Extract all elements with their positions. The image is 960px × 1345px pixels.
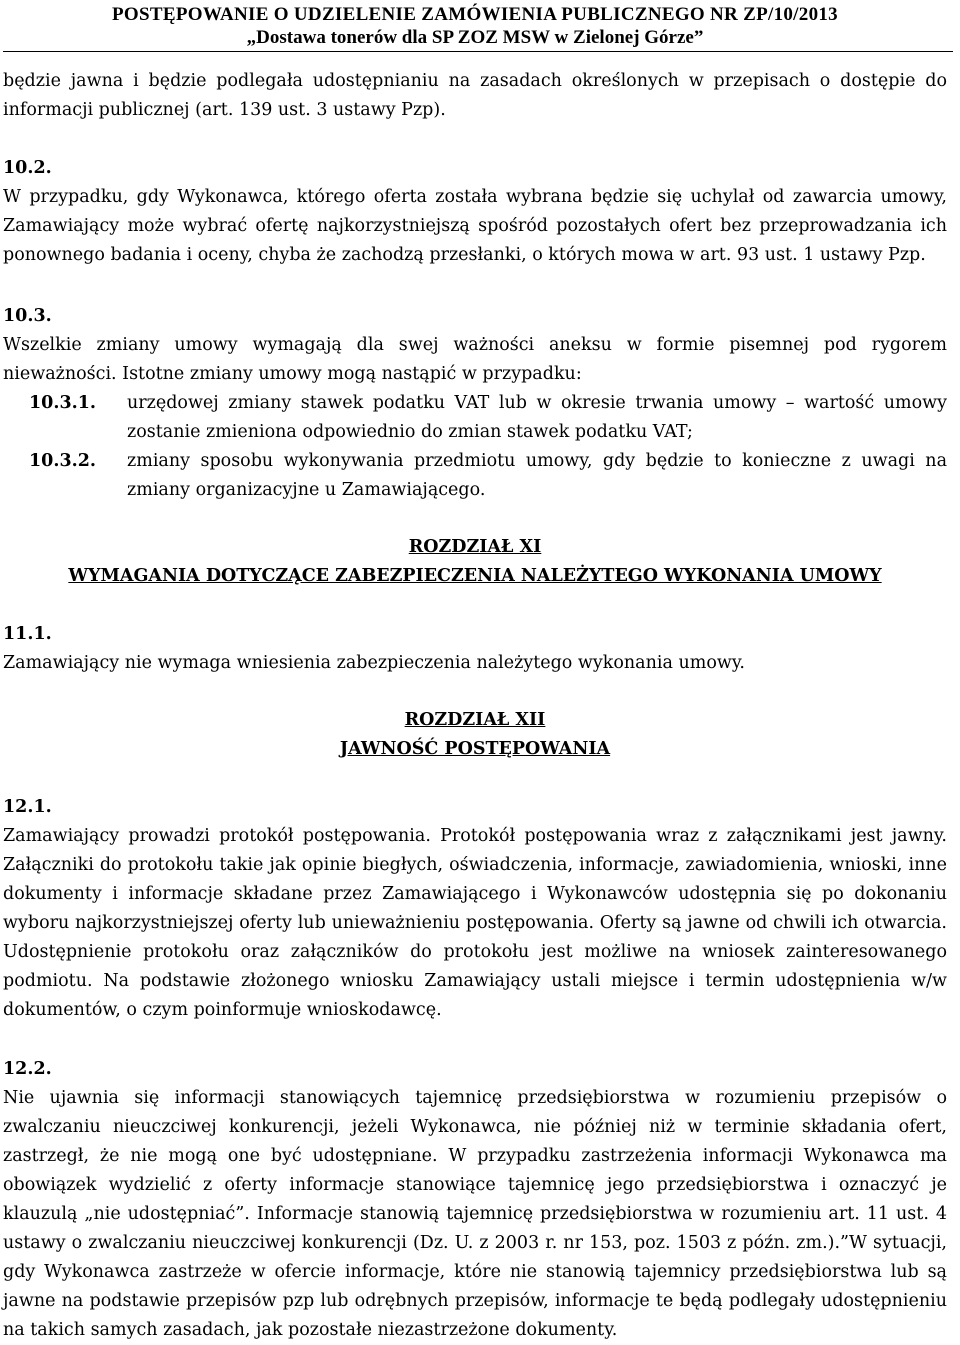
list-item-number: 10.3.2. <box>29 451 96 471</box>
section-number: 12.1. <box>3 797 52 817</box>
header-subject: „Dostawa tonerów dla SP ZOZ MSW w Zielonej Górze” <box>246 27 704 48</box>
section-paragraph: Zamawiający nie wymaga wniesienia zabezpieczenia należytego wykonania umowy. <box>3 653 745 673</box>
chapter-11-heading <box>3 533 947 591</box>
section-12-2 <box>3 1055 947 1345</box>
chapter-subtitle: JAWNOŚĆ POSTĘPOWANIA <box>339 739 611 759</box>
section-number: 10.2. <box>3 158 52 178</box>
section-number: 10.3. <box>3 306 52 326</box>
document-page <box>3 0 947 1340</box>
section-paragraph: Nie ujawnia się informacji stanowiących tajemnicę przedsiębiorstwa w rozumieniu przepisów o zwalczaniu nieuczciwej konkurencji, jeżeli Wykonawca, nie później niż w terminie składania ofert, zastrzegł, że nie mogą one być udostępniane. W przypadku zastrzeżenia informacji Wykonawca ma obowiązek wydzielić z oferty informacje stanowiące tajemnicę jego przedsiębiorstwa i oznaczyć je klauzulą „nie udostępniać”. Informacje stanowią tajemnicę przedsiębiorstwa w rozumieniu art. 11 ust. 4 ustawy o zwalczaniu nieuczciwej konkurencji (Dz. U. z 2003 r. nr 153, poz. 1503 z późn. zm.).”W sytuacji, gdy Wykonawca zastrzeże w ofercie informacje, które nie stanowią tajemnicy przedsiębiorstwa lub są jawne na podstawie przepisów pzp lub odrębnych przepisów, informacje te będą podlegały udostępnieniu na takich samych zasadach, jak pozostałe niezastrzeżone dokumenty. <box>3 1088 947 1340</box>
chapter-12-heading <box>3 706 947 764</box>
list-item-number: 10.3.1. <box>29 393 96 413</box>
header-procedure-title: POSTĘPOWANIE O UDZIELENIE ZAMÓWIENIA PUBLICZNEGO NR ZP/10/2013 <box>112 4 838 25</box>
section-number: 11.1. <box>3 624 52 644</box>
section-paragraph: W przypadku, gdy Wykonawca, którego oferta została wybrana będzie się uchylał od zawarcia umowy, Zamawiający może wybrać ofertę najkorzystniejszą spośród pozostałych ofert bez przeprowadzania ich ponownego badania i oceny, chyba że zachodzą przesłanki, o których mowa w art. 93 ust. 1 ustawy Pzp. <box>3 187 947 265</box>
list-item-text: zmiany sposobu wykonywania przedmiotu umowy, gdy będzie to konieczne z uwagi na zmiany organizacyjne u Zamawiającego. <box>127 451 947 500</box>
list-item <box>3 389 947 447</box>
page-header <box>3 0 947 49</box>
section-paragraph: Zamawiający prowadzi protokół postępowania. Protokół postępowania wraz z załącznikami jest jawny. Załączniki do protokołu takie jak opinie biegłych, oświadczenia, informacje, zawiadomienia, wnioski, inne dokumenty i informacje składane przez Zamawiającego i Wykonawców udostępnia się po dokonaniu wyboru najkorzystniejszej oferty lub unieważnieniu postępowania. Oferty są jawne od chwili ich otwarcia. Udostępnienie protokołu oraz załączników do protokołu jest możliwe na wniosek zainteresowanego podmiotu. Na podstawie złożonego wniosku Zamawiający ustali miejsce i termin udostępnienia w/w dokumentów, o czym poinformuje wnioskodawcę. <box>3 826 947 1020</box>
section-number: 12.2. <box>3 1059 52 1079</box>
section-paragraph: Wszelkie zmiany umowy wymagają dla swej ważności aneksu w formie pisemnej pod rygorem nieważności. Istotne zmiany umowy mogą nastąpić w przypadku: <box>3 335 947 384</box>
header-divider <box>3 51 953 52</box>
list-item <box>3 447 947 505</box>
intro-section <box>3 67 947 125</box>
section-11-1 <box>3 620 947 678</box>
section-10-3 <box>3 302 947 505</box>
list-item-text: urzędowej zmiany stawek podatku VAT lub w okresie trwania umowy – wartość umowy zostanie zmieniona odpowiednio do zmian stawek podatku VAT; <box>127 393 947 442</box>
section-10-2 <box>3 154 947 270</box>
chapter-title: ROZDZIAŁ XI <box>408 537 542 557</box>
chapter-subtitle: WYMAGANIA DOTYCZĄCE ZABEZPIECZENIA NALEŻYTEGO WYKONANIA UMOWY <box>68 566 882 586</box>
section-12-1 <box>3 793 947 1025</box>
chapter-title: ROZDZIAŁ XII <box>404 710 546 730</box>
intro-paragraph: będzie jawna i będzie podlegała udostępnianiu na zasadach określonych w przepisach o dostępie do informacji publicznej (art. 139 ust. 3 ustawy Pzp). <box>3 71 947 120</box>
